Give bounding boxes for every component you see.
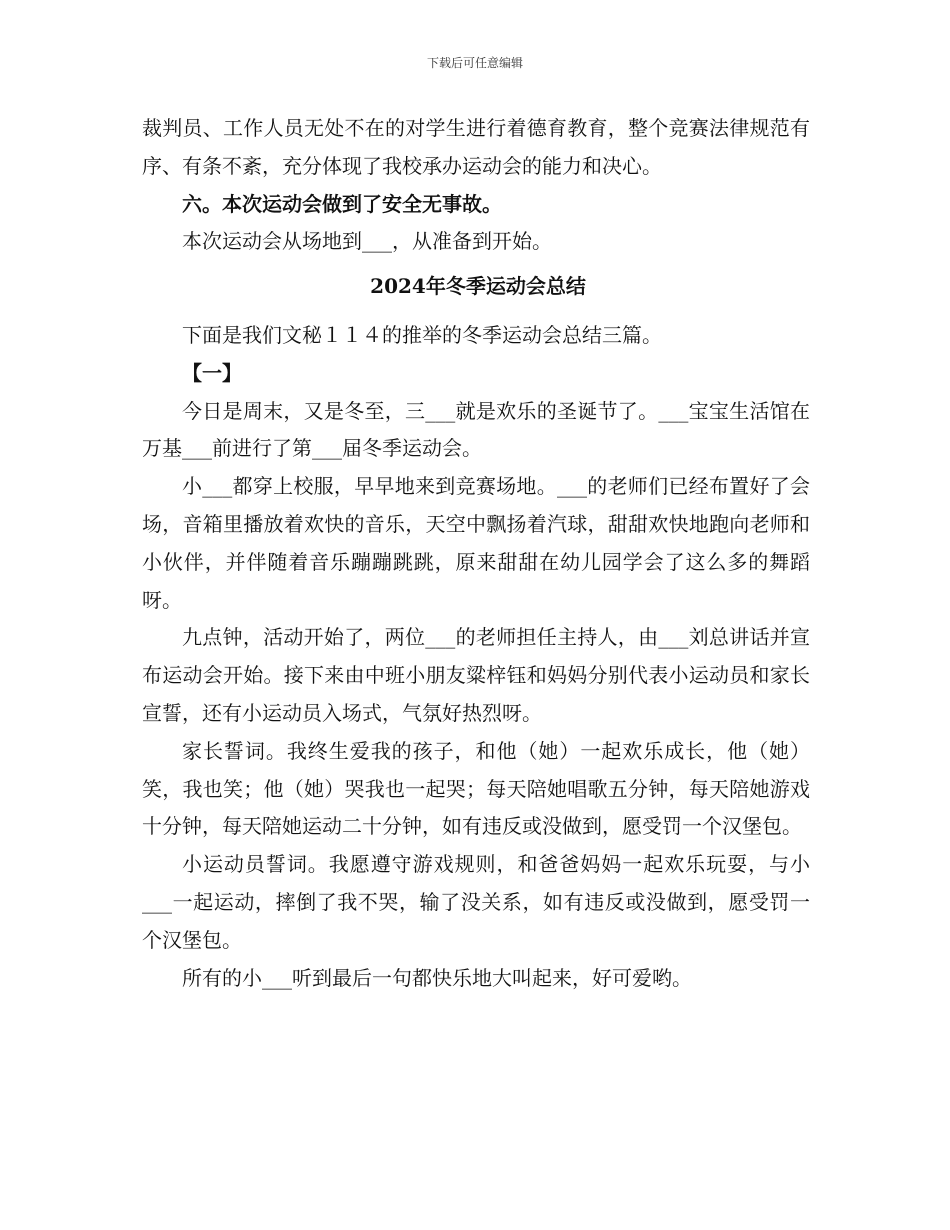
paragraph: 九点钟，活动开始了，两位___的老师担任主持人，由___刘总讲话并宣布运动会开始。接下来由中班小朋友粱梓钰和妈妈分别代表小运动员和家长宣誓，还有小运动员入场式，气氛好热烈呀。 <box>142 625 810 725</box>
document-title: 2024年冬季运动会总结 <box>370 274 586 299</box>
section-heading-six: 六。本次运动会做到了安全无事故。 <box>182 191 502 216</box>
paragraph-athlete-oath: 小运动员誓词。我愿遵守游戏规则，和爸爸妈妈一起欢乐玩耍，与小___一起运动，摔倒了我不哭，输了没关系，如有违反或没做到，愿受罚一个汉堡包。 <box>142 852 810 952</box>
paragraph-parent-oath: 家长誓词。我终生爱我的孩子，和他（她）一起欢乐成长，他（她）笑，我也笑；他（她）哭我也一起哭；每天陪她唱歌五分钟，每天陪她游戏十分钟，每天陪她运动二十分钟，如有违反或没做到，愿受罚一个汉堡包。 <box>142 738 810 839</box>
paragraph: 小___都穿上校服，早早地来到竞赛场地。___的老师们已经布置好了会场，音箱里播放着欢快的音乐，天空中飘扬着汽球，甜甜欢快地跑向老师和小伙伴，并伴随着音乐蹦蹦跳跳，原来甜甜在幼儿园学会了这么多的舞蹈呀。 <box>142 474 810 612</box>
paragraph: 本次运动会从场地到___，从准备到开始。 <box>182 229 552 254</box>
paragraph-continuation: 裁判员、工作人员无处不在的对学生进行着德育教育，整个竞赛法律规范有序、有条不紊，充分体现了我校承办运动会的能力和决心。 <box>142 116 810 178</box>
paragraph-intro: 下面是我们文秘１１４的推举的冬季运动会总结三篇。 <box>182 322 662 347</box>
paragraph: 所有的小___听到最后一句都快乐地大叫起来，好可爱哟。 <box>182 965 692 990</box>
paragraph: 今日是周末，又是冬至，三___就是欢乐的圣诞节了。___宝宝生活馆在万基___前进行了第___届冬季运动会。 <box>142 398 810 461</box>
page-header-note: 下载后可任意编辑 <box>426 56 523 70</box>
section-marker-one: 【一】 <box>182 360 242 385</box>
document-body <box>142 110 810 997</box>
